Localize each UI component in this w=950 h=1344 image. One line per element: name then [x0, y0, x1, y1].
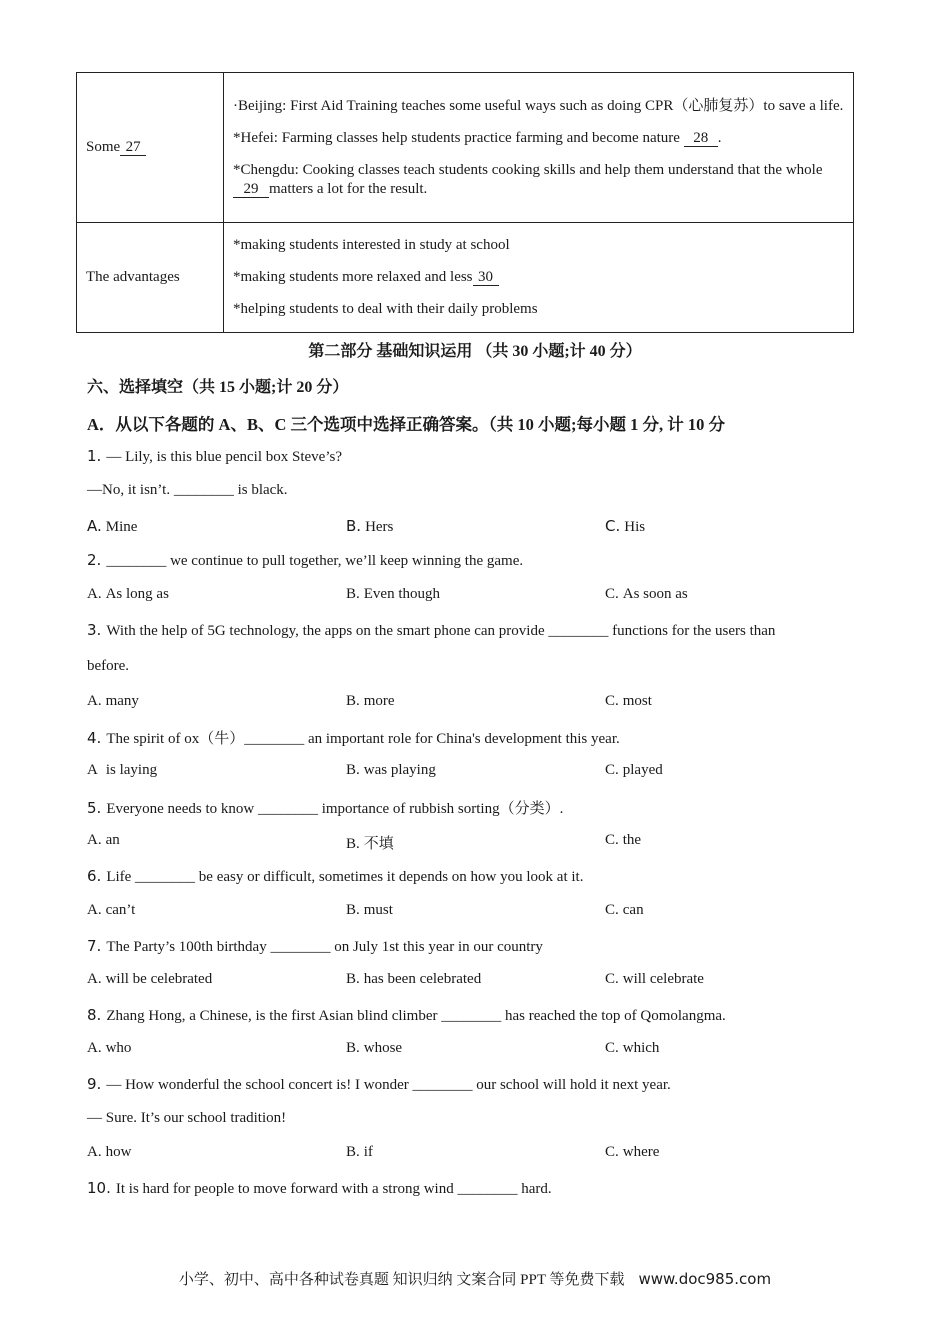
option-text: more: [363, 693, 395, 709]
question-number: 6.: [87, 867, 102, 885]
question-text: ________ we continue to pull together, we’ll keep winning the game.: [106, 553, 524, 569]
answer-option[interactable]: [87, 586, 169, 603]
answer-option[interactable]: [605, 586, 688, 603]
answer-option[interactable]: [346, 1144, 373, 1161]
option-letter: A.: [87, 586, 102, 602]
question-stem: [87, 447, 342, 466]
question-stem: [87, 727, 620, 748]
bullet: [233, 268, 844, 287]
question-stem: [87, 867, 583, 886]
question-stem: [87, 797, 563, 818]
question-number: 7.: [87, 937, 102, 955]
option-text: was playing: [363, 762, 436, 778]
answer-option[interactable]: [346, 971, 481, 988]
subsection-title: A．从以下各题的 A、B、C 三个选项中选择正确答案。（共 10 小题;每小题 1 分, 计 10 分: [87, 415, 725, 434]
option-letter: B.: [346, 517, 362, 535]
answer-blank: 28: [684, 130, 718, 147]
footer: [0, 1268, 950, 1289]
answer-option[interactable]: [605, 832, 641, 849]
answer-option[interactable]: [87, 762, 157, 779]
question-text-line2: —No, it isn’t. ________ is black.: [87, 482, 288, 498]
paragraph-hefei: [233, 129, 844, 148]
option-text: which: [622, 1040, 660, 1056]
question-stem: [87, 1075, 671, 1094]
answer-option[interactable]: [346, 762, 436, 779]
question-number: 3.: [87, 621, 102, 639]
question-text: Life ________ be easy or difficult, sometimes it depends on how you look at it.: [106, 869, 584, 885]
option-letter: C.: [605, 902, 619, 918]
question-number: 9.: [87, 1075, 102, 1093]
text: .: [717, 129, 722, 146]
option-text: Even though: [363, 586, 441, 602]
option-text: 不填: [363, 836, 394, 852]
answer-option[interactable]: [87, 832, 120, 849]
option-text: how: [105, 1144, 132, 1160]
answer-option[interactable]: [87, 1144, 131, 1161]
answer-option[interactable]: [346, 517, 393, 536]
question-stem: [87, 551, 523, 570]
row-label: [77, 73, 224, 223]
option-letter: C.: [605, 1040, 619, 1056]
option-letter: C.: [605, 586, 619, 602]
option-text: played: [622, 762, 663, 778]
option-text: most: [622, 693, 652, 709]
option-letter: B.: [346, 762, 360, 778]
option-text: Hers: [365, 519, 394, 535]
text: *Chengdu: Cooking classes teach students cooking skills and help them understand that the whole: [233, 161, 823, 178]
question-number: 4.: [87, 729, 102, 747]
answer-option[interactable]: [605, 762, 663, 779]
option-letter: B.: [346, 693, 360, 709]
row-label: The advantages: [77, 223, 224, 333]
answer-option[interactable]: [346, 1040, 402, 1057]
option-letter: A.: [87, 832, 102, 848]
table-row: [77, 73, 854, 223]
answer-option[interactable]: [87, 971, 212, 988]
option-letter: A.: [87, 971, 102, 987]
option-letter: C.: [605, 762, 619, 778]
option-text: if: [363, 1144, 373, 1160]
answer-option[interactable]: [346, 586, 440, 603]
answer-option[interactable]: [87, 902, 135, 919]
part-title: 第二部分 基础知识运用 （共 30 小题;计 40 分）: [308, 343, 642, 360]
answer-option[interactable]: [605, 902, 644, 919]
option-letter: A.: [87, 517, 102, 535]
option-text: an: [105, 832, 120, 848]
info-table: [76, 72, 854, 333]
option-text: can’t: [105, 902, 136, 918]
option-text: must: [363, 902, 393, 918]
question-text: It is hard for people to move forward with a strong wind ________ hard.: [115, 1181, 552, 1197]
option-letter: C.: [605, 1144, 619, 1160]
bullet: *making students interested in study at school: [233, 237, 510, 253]
text: matters a lot for the result.: [269, 180, 428, 197]
option-letter: C.: [605, 693, 619, 709]
answer-option[interactable]: [605, 693, 652, 710]
question-text-line2: — Sure. It’s our school tradition!: [87, 1110, 287, 1126]
option-text: whose: [363, 1040, 403, 1056]
question-text: — Lily, is this blue pencil box Steve’s?: [106, 449, 342, 465]
option-text: can: [622, 902, 644, 918]
answer-option[interactable]: [346, 902, 393, 919]
option-letter: C.: [605, 832, 619, 848]
answer-option[interactable]: [605, 517, 645, 536]
footer-url[interactable]: www.doc985.com: [638, 1270, 772, 1288]
answer-option[interactable]: [605, 1040, 659, 1057]
question-stem: [87, 1006, 726, 1025]
option-letter: B.: [346, 1144, 360, 1160]
option-letter: A.: [87, 1040, 102, 1056]
option-text: where: [622, 1144, 660, 1160]
option-text: will celebrate: [622, 971, 704, 987]
question-text: With the help of 5G technology, the apps on the smart phone can provide ________ functions for the users than: [106, 623, 776, 639]
option-letter: C.: [605, 971, 619, 987]
answer-option[interactable]: [87, 1040, 131, 1057]
question-stem: [87, 1179, 552, 1198]
table-row: [77, 223, 854, 333]
option-text: His: [624, 519, 646, 535]
answer-option[interactable]: [605, 971, 704, 988]
text: *making students more relaxed and less: [233, 269, 473, 285]
option-letter: C.: [605, 517, 621, 535]
text: *Hefei: Farming classes help students practice farming and become nature: [233, 129, 684, 146]
option-text: As soon as: [622, 586, 688, 602]
option-letter: B.: [346, 1040, 360, 1056]
option-text: the: [622, 832, 642, 848]
question-stem: [87, 937, 543, 956]
question-text: The Party’s 100th birthday ________ on July 1st this year in our country: [106, 939, 543, 955]
question-number: 10.: [87, 1179, 111, 1197]
answer-blank: 27: [120, 139, 146, 156]
question-number: 5.: [87, 799, 102, 817]
row-content: [224, 73, 854, 223]
row-content: [224, 223, 854, 333]
option-text: will be celebrated: [105, 971, 213, 987]
option-letter: A.: [87, 1144, 102, 1160]
question-number: 2.: [87, 551, 102, 569]
question-stem: [87, 621, 775, 640]
option-letter: A: [87, 762, 98, 778]
answer-option[interactable]: [346, 832, 394, 853]
question-text: The spirit of ox（牛）________ an important role for China's development this year.: [106, 731, 620, 747]
footer-text: 小学、初中、高中各种试卷真题 知识归纳 文案合同 PPT 等免费下载: [178, 1272, 625, 1288]
option-text: Mine: [105, 519, 138, 535]
option-text: has been celebrated: [363, 971, 482, 987]
section-title: 六、选择填空（共 15 小题;计 20 分）: [87, 379, 349, 396]
option-text: As long as: [105, 586, 169, 602]
answer-blank: 29: [233, 181, 269, 198]
option-letter: A.: [87, 693, 102, 709]
question-text: — How wonderful the school concert is! I wonder ________ our school will hold it next year.: [106, 1077, 671, 1093]
answer-option[interactable]: [346, 693, 395, 710]
question-number: 8.: [87, 1006, 102, 1024]
paragraph-beijing: ·Beijing: First Aid Training teaches some useful ways such as doing CPR（心肺复苏）to save a life.: [233, 97, 844, 114]
paragraph-chengdu: [233, 161, 844, 199]
question-text: Zhang Hong, a Chinese, is the first Asian blind climber ________ has reached the top of Qomolangma.: [106, 1008, 726, 1024]
answer-option[interactable]: [87, 517, 137, 536]
answer-option[interactable]: [605, 1144, 659, 1161]
answer-option[interactable]: [87, 693, 139, 710]
option-letter: A.: [87, 902, 102, 918]
label-text: Some: [86, 139, 121, 155]
question-text-line2: before.: [87, 658, 130, 674]
option-letter: B.: [346, 971, 360, 987]
question-text: Everyone needs to know ________ importance of rubbish sorting（分类）.: [106, 801, 564, 817]
option-letter: B.: [346, 586, 360, 602]
option-text: is laying: [105, 762, 158, 778]
option-letter: B.: [346, 902, 360, 918]
bullet: *helping students to deal with their daily problems: [233, 301, 538, 317]
answer-blank: 30: [473, 269, 499, 286]
question-number: 1.: [87, 447, 102, 465]
option-text: many: [105, 693, 139, 709]
option-text: who: [105, 1040, 132, 1056]
option-letter: B.: [346, 836, 360, 852]
